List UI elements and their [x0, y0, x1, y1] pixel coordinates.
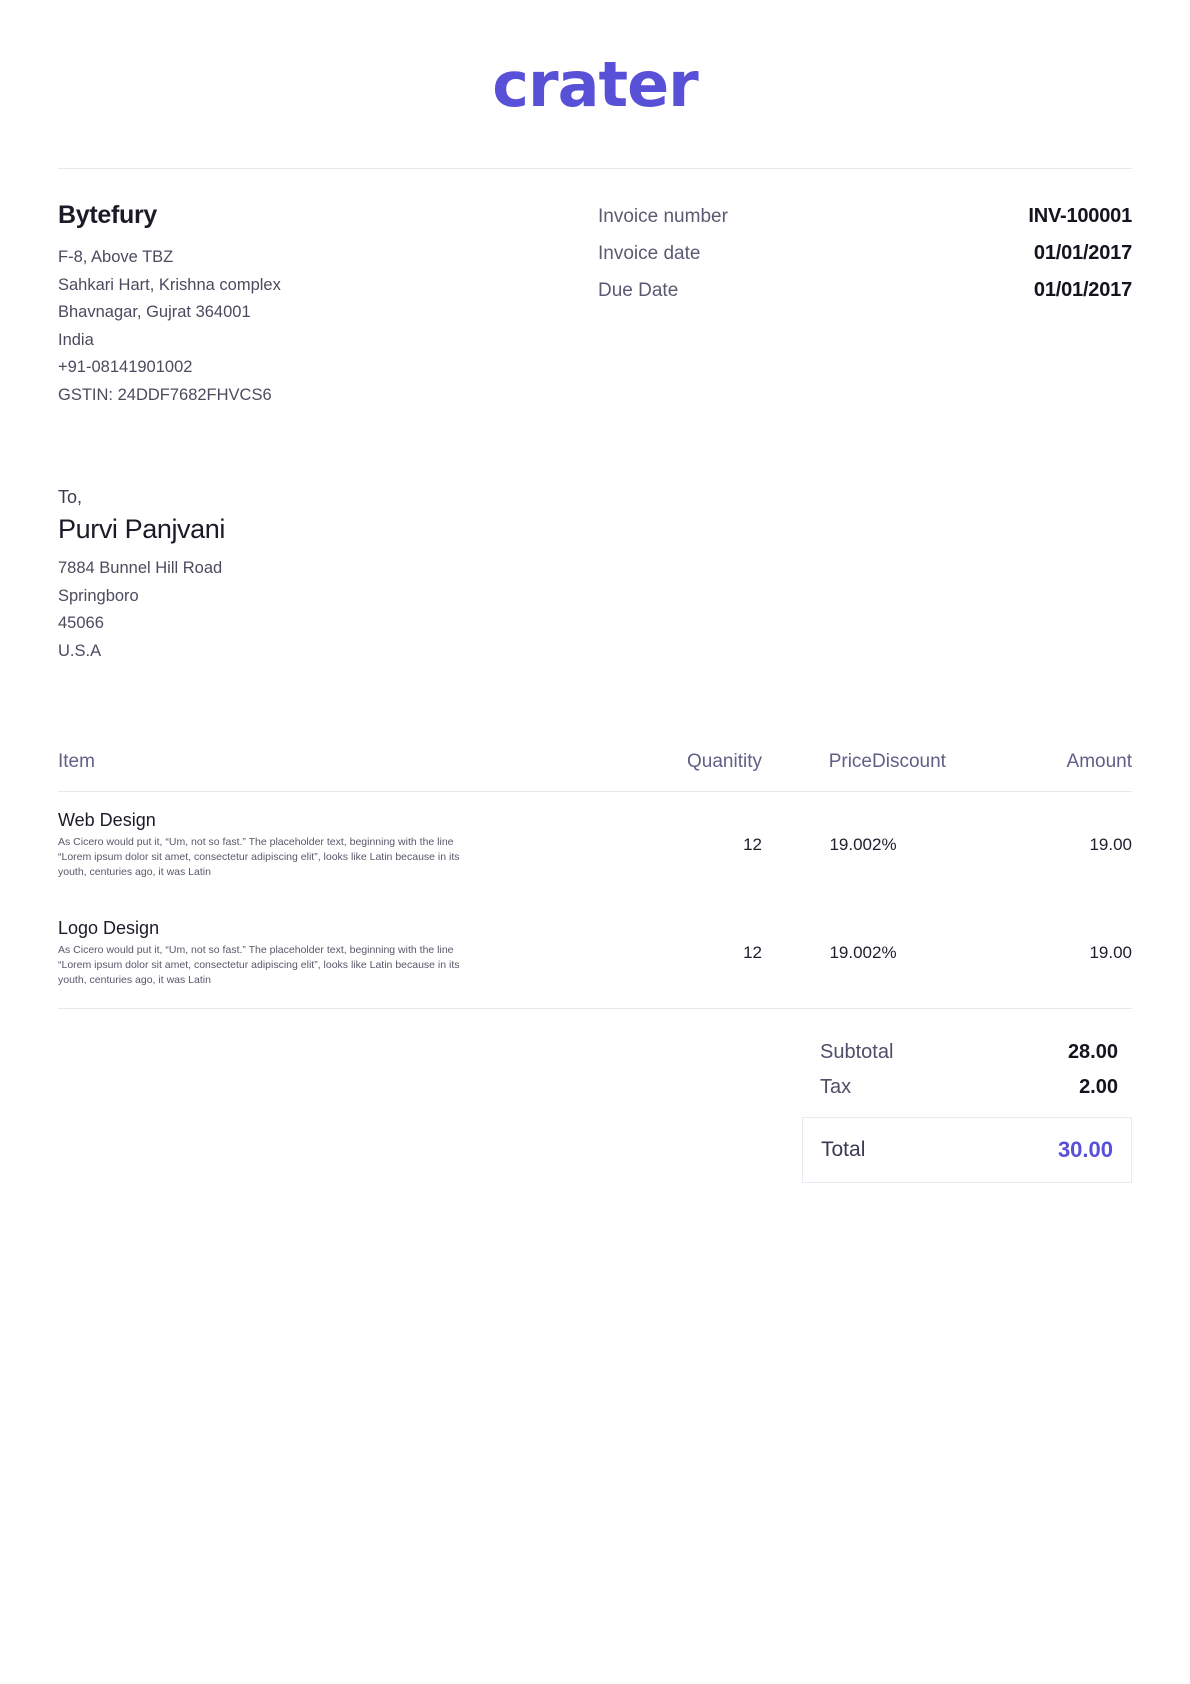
total-value: 30.00 — [1057, 1137, 1113, 1162]
sender-address-line: Bhavnagar, Gujrat 364001 — [58, 303, 251, 321]
sender-phone: +91-08141901002 — [58, 358, 193, 376]
line-item-discount: 2% — [872, 835, 897, 854]
line-item-amount: 19.00 — [1089, 835, 1132, 854]
meta-label: Due Date — [598, 280, 679, 301]
line-item-name: Web Design — [58, 810, 156, 830]
invoice-meta — [598, 201, 1132, 409]
subtotal-row — [802, 1035, 1132, 1070]
column-header-price: Price — [762, 751, 872, 792]
logo-text: crater — [492, 47, 698, 121]
tax-value: 2.00 — [1079, 1076, 1118, 1098]
meta-row-due-date — [598, 279, 1132, 302]
bill-to-address-line: U.S.A — [58, 641, 102, 660]
total-row — [802, 1117, 1132, 1183]
bill-to-name: Purvi Panjvani — [58, 514, 225, 544]
meta-label: Invoice number — [598, 206, 728, 227]
meta-row-invoice-number — [598, 205, 1132, 228]
invoice-header — [58, 169, 1132, 409]
subtotal-value: 28.00 — [1067, 1041, 1118, 1063]
bill-to-block — [58, 487, 1132, 665]
sender-address-line: Sahkari Hart, Krishna complex — [58, 275, 281, 294]
brand-logo — [58, 0, 1132, 168]
subtotal-label: Subtotal — [820, 1041, 894, 1063]
line-item-quantity: 12 — [652, 900, 762, 1009]
sender-company-name: Bytefury — [58, 201, 158, 229]
table-row — [58, 792, 1132, 901]
bill-to-label: To, — [58, 487, 83, 507]
line-item-price: 19.00 — [829, 835, 872, 854]
line-item-quantity: 12 — [743, 835, 762, 854]
line-item-description: As Cicero would put it, “Um, not so fast.” The placeholder text, beginning with the line “Lorem ipsum dolor sit amet, consectetur adipiscing elit”, looks like Latin because in its youth, centuries ago, it was Latin — [58, 944, 460, 986]
meta-row-invoice-date — [598, 242, 1132, 265]
bill-to-address-line: 7884 Bunnel Hill Road — [58, 559, 223, 577]
line-item-cell — [58, 792, 652, 901]
line-item-amount: 19.00 — [1002, 900, 1132, 1009]
tax-label: Tax — [820, 1076, 852, 1098]
column-header-amount: Amount — [1002, 751, 1132, 792]
line-item-description: As Cicero would put it, “Um, not so fast.” The placeholder text, beginning with the line “Lorem ipsum dolor sit amet, consectetur adipiscing elit”, looks like Latin because in its youth, centuries ago, it was Latin — [58, 836, 460, 878]
line-item-price: 19.00 — [762, 900, 872, 1009]
line-item-cell — [58, 900, 652, 1009]
sender-gstin: GSTIN: 24DDF7682FHVCS6 — [58, 385, 272, 404]
column-header-discount: Discount — [872, 751, 1002, 792]
sender-address-line: India — [58, 330, 94, 349]
table-header-row — [58, 751, 1132, 792]
meta-value: 01/01/2017 — [1033, 242, 1132, 264]
sender-address-line: F-8, Above TBZ — [58, 248, 174, 266]
line-item-name: Logo Design — [58, 918, 160, 938]
totals-block — [802, 1035, 1132, 1183]
sender-block — [58, 201, 598, 409]
bill-to-address-line: Springboro — [58, 586, 139, 605]
bill-to-address-line: 45066 — [58, 614, 104, 632]
line-items-table — [58, 751, 1132, 1009]
column-header-item: Item — [58, 751, 652, 792]
line-item-discount: 2% — [872, 900, 1002, 1009]
meta-value: 01/01/2017 — [1033, 279, 1132, 301]
total-label: Total — [821, 1138, 866, 1161]
table-row — [58, 900, 1132, 1009]
column-header-quantity: Quanitity — [652, 751, 762, 792]
tax-row — [802, 1070, 1132, 1105]
meta-value: INV-100001 — [1028, 205, 1132, 227]
meta-label: Invoice date — [598, 243, 701, 264]
